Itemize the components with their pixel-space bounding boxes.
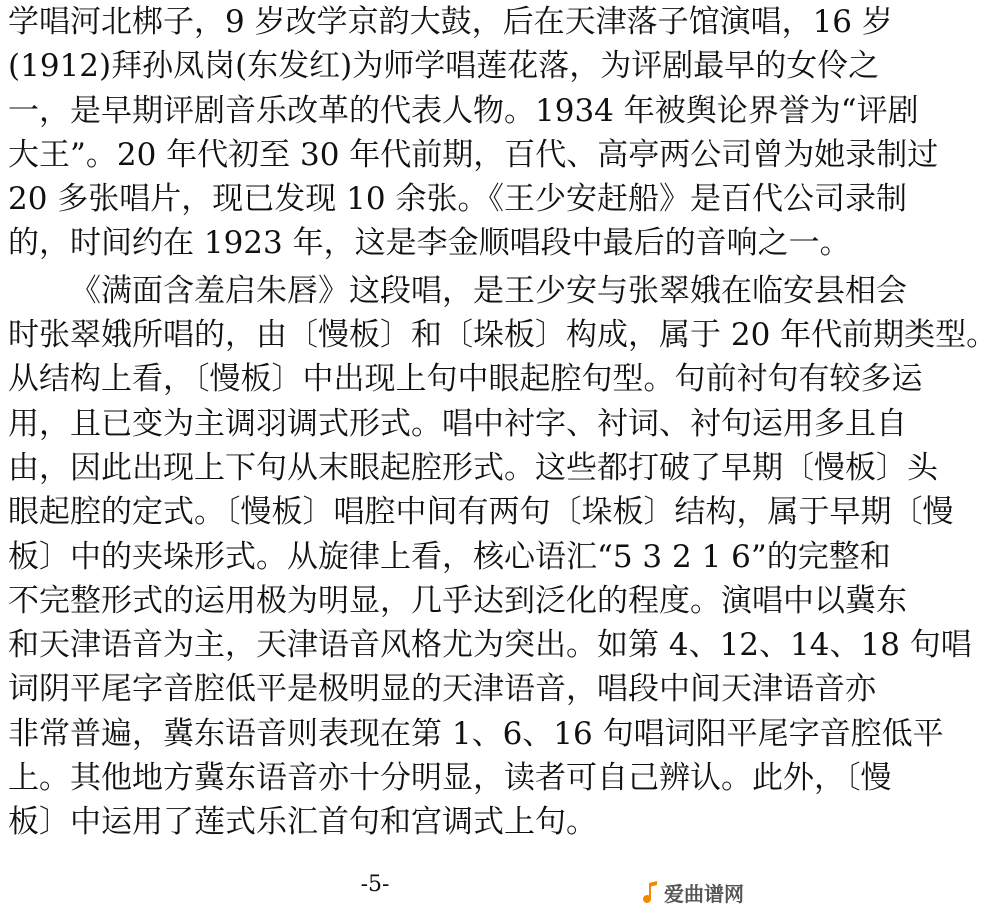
document-body [8,0,997,845]
text-line: 的，时间约在 1923 年，这是李金顺唱段中最后的音响之一。 [8,225,851,262]
text-line: 词阴平尾字音腔低平是极明显的天津语音，唱段中间天津语音亦 [8,671,876,708]
text-line: 学唱河北梆子，9 岁改学京韵大鼓，后在天津落子馆演唱，16 岁 [8,4,893,40]
text-line: 一，是早期评剧音乐改革的代表人物。1934 年被舆论界誉为“评剧 [8,92,919,129]
page-number: -5- [360,872,390,897]
text-line: 板〕中运用了莲式乐汇首句和宫调式上句。 [8,804,597,841]
text-line: 大王”。20 年代初至 30 年代前期，百代、高亭两公司曾为她录制过 [8,136,939,173]
text-line: 眼起腔的定式。〔慢板〕唱腔中间有两句〔垛板〕结构，属于早期〔慢 [8,494,954,531]
text-line: 用，且已变为主调羽调式形式。唱中衬字、衬词、衬句运用多且自 [8,405,907,442]
watermark-text: 爱曲谱网 [664,882,744,906]
text-line: 上。其他地方冀东语音亦十分明显，读者可自己辨认。此外，〔慢 [8,760,892,797]
watermark [641,878,744,907]
music-note-icon [641,881,661,905]
paragraph-2 [8,269,997,845]
text-line: 《满面含羞启朱唇》这段唱，是王少安与张翠娥在临安县相会 [70,272,907,309]
paragraph-1 [8,0,939,266]
text-line: 时张翠娥所唱的，由〔慢板〕和〔垛板〕构成，属于 20 年代前期类型。 [8,317,997,354]
text-line: 由，因此出现上下句从末眼起腔形式。这些都打破了早期〔慢板〕头 [8,449,938,486]
text-line: 和天津语音为主，天津语音风格尤为突出。如第 4、12、14、18 句唱 [8,627,972,664]
text-line: 从结构上看，〔慢板〕中出现上句中眼起腔句型。句前衬句有较多运 [8,361,923,398]
text-line: 不完整形式的运用极为明显，几乎达到泛化的程度。演唱中以冀东 [8,582,907,619]
text-line: (1912)拜孙凤岗(东发红)为师学唱莲花落，为评剧最早的女伶之 [8,48,880,85]
text-line: 板〕中的夹垛形式。从旋律上看，核心语汇“5 3 2 1 6”的完整和 [8,538,891,575]
text-line: 非常普遍，冀东语音则表现在第 1、6、16 句唱词阳平尾字音腔低平 [8,715,944,752]
text-line: 20 多张唱片，现已发现 10 余张。《王少安赶船》是百代公司录制 [8,181,907,218]
